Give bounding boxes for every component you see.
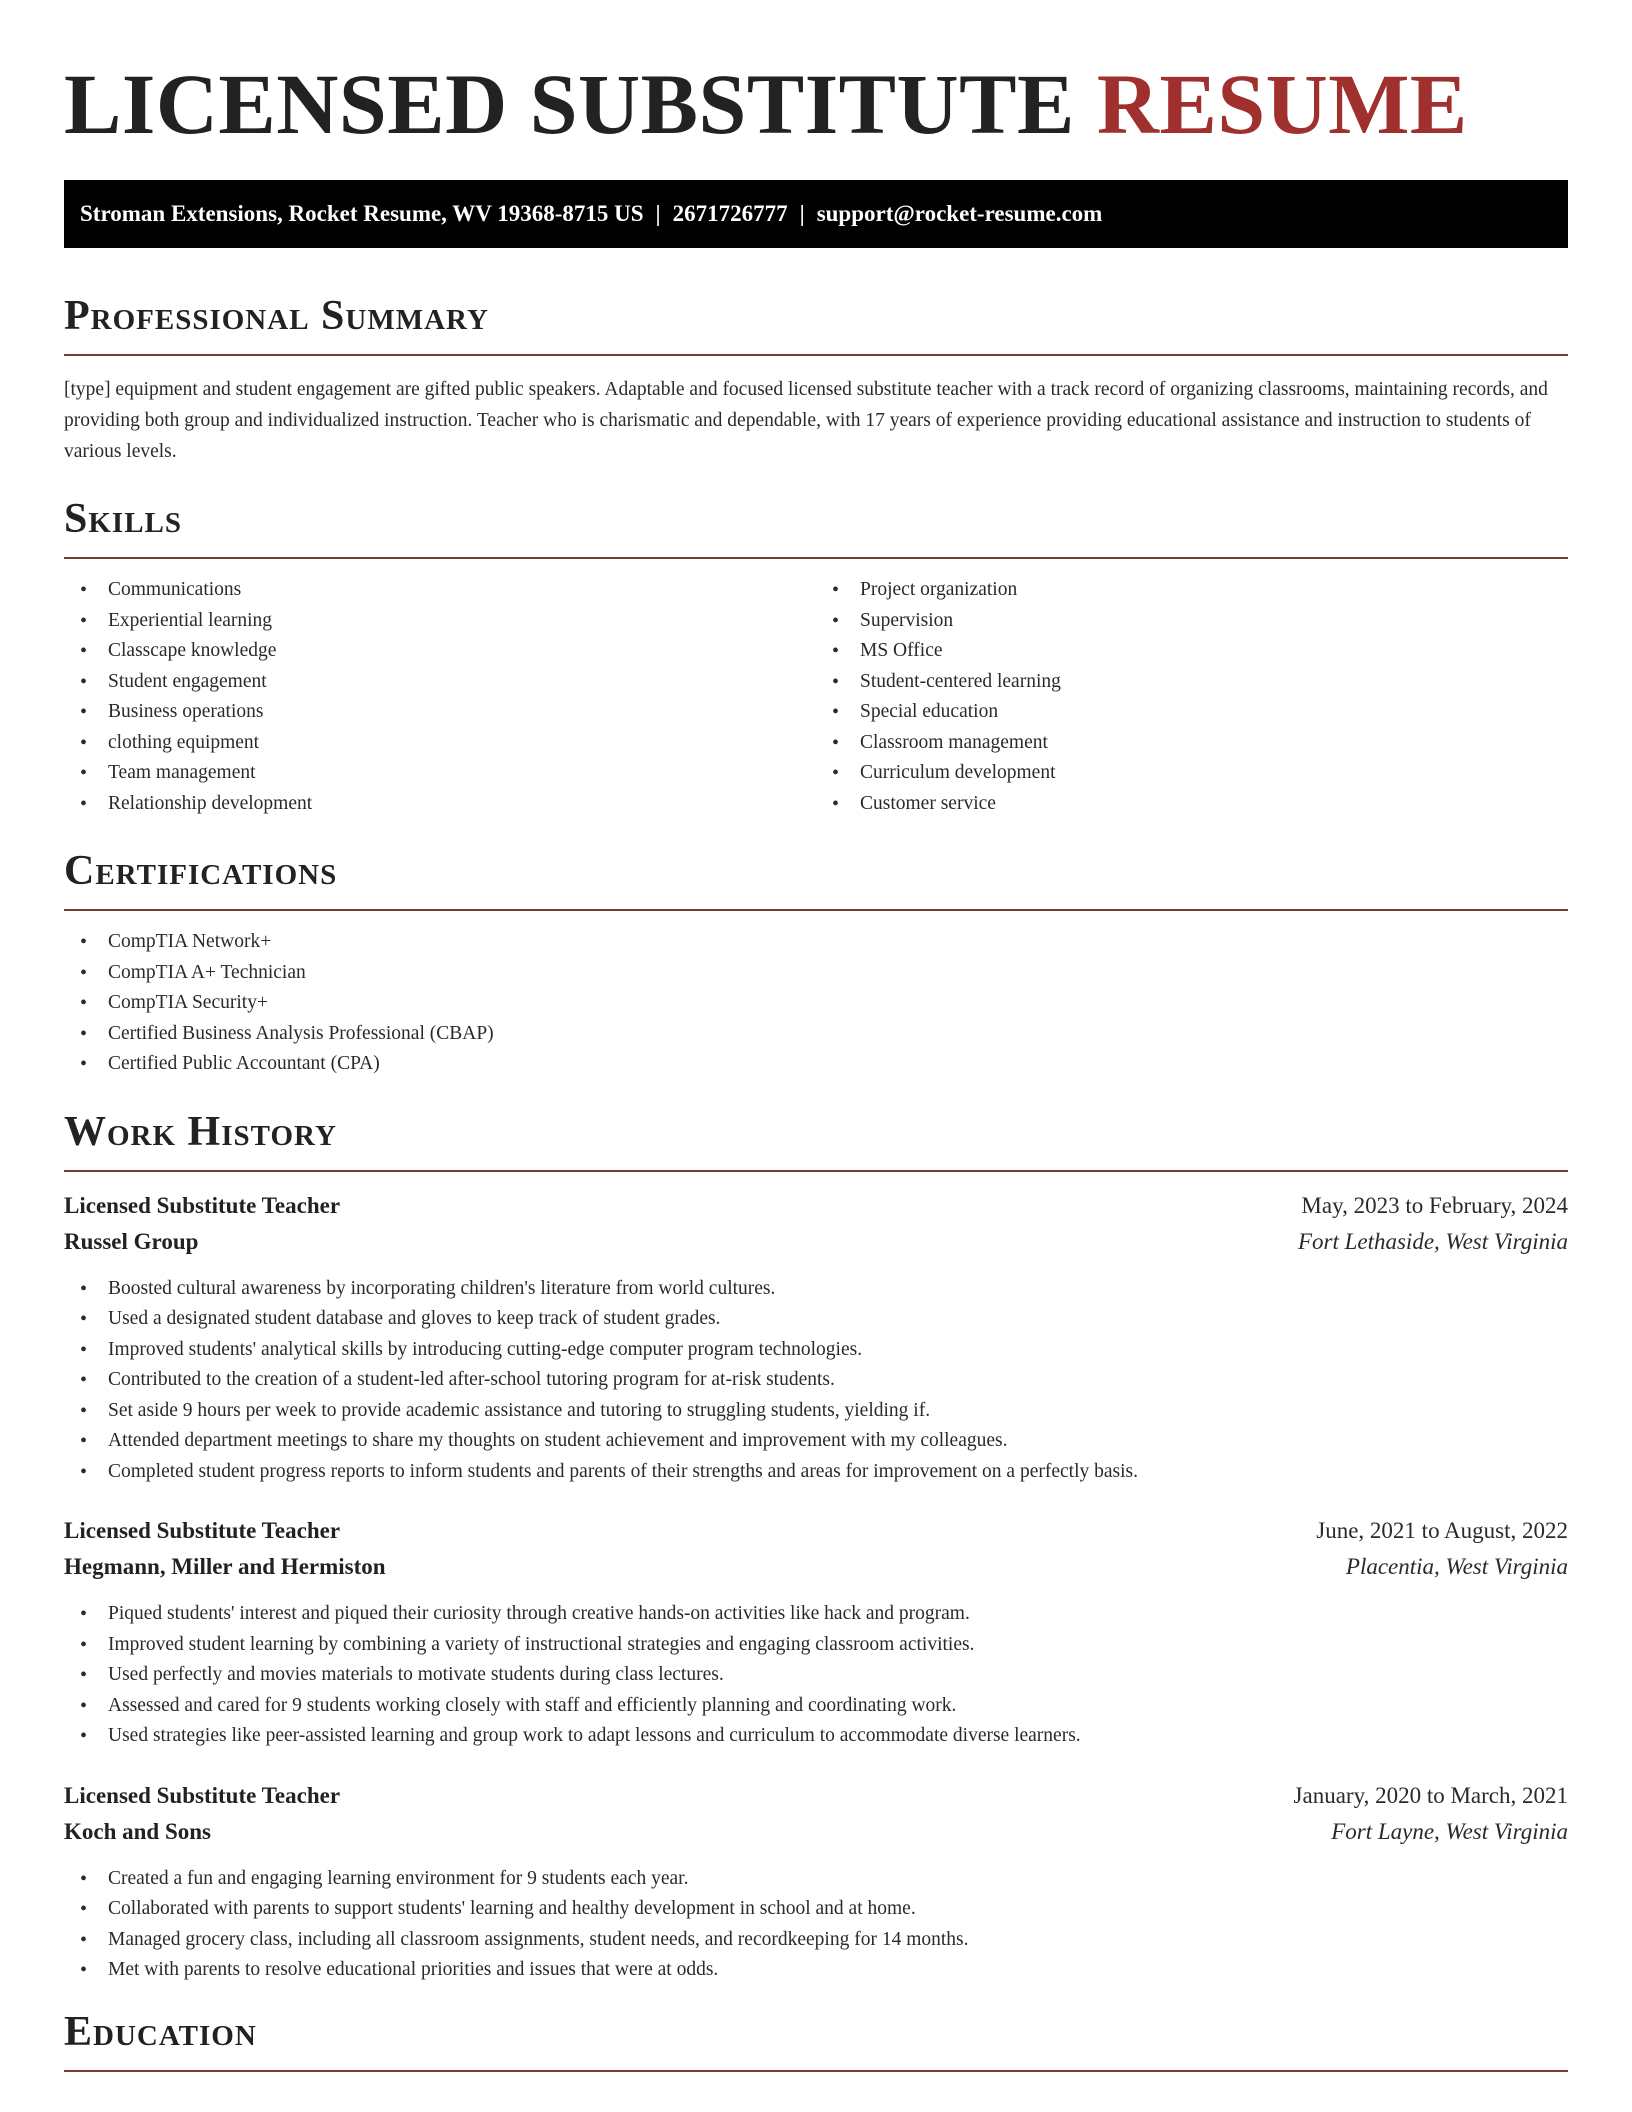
skill-item: • Team management <box>64 758 816 789</box>
skills-section <box>64 495 1568 819</box>
certification-item: • CompTIA Security+ <box>64 988 1568 1019</box>
certification-item: • CompTIA Network+ <box>64 927 1568 958</box>
title-main: LICENSED SUBSTITUTE <box>64 56 1075 152</box>
job-bullet: • Completed student progress reports to inform students and parents of their strengths and areas for improvement on a perfectly basis. <box>64 1457 1568 1488</box>
skill-item: • Experiential learning <box>64 606 816 637</box>
job-bullet: • Contributed to the creation of a student-led after-school tutoring program for at-risk students. <box>64 1365 1568 1396</box>
job-bullet: • Used strategies like peer-assisted learning and group work to adapt lessons and curriculum to accommodate diverse learners. <box>64 1721 1568 1752</box>
job-entry <box>64 1188 1568 1488</box>
skill-item: • Communications <box>64 575 816 606</box>
skill-item: • Project organization <box>816 575 1568 606</box>
skill-item: • Student engagement <box>64 667 816 698</box>
job-bullets <box>64 1599 1568 1752</box>
job-bullet: • Improved students' analytical skills by introducing cutting-edge computer program technologies. <box>64 1335 1568 1366</box>
certification-item: • Certified Business Analysis Professional (CBAP) <box>64 1019 1568 1050</box>
contact-separator: | <box>655 201 661 226</box>
skill-item: • Customer service <box>816 789 1568 820</box>
job-company: Koch and Sons <box>64 1818 212 1844</box>
job-title: Licensed Substitute Teacher <box>64 1192 341 1218</box>
summary-text: [type] equipment and student engagement are gifted public speakers. Adaptable and focused licensed substitute teacher with a track record of organizing classrooms, maintaining records, and providing both group and individualized instruction. Teacher who is charismatic and dependable, with 17 years of experience providing educational assistance and instruction to students of various levels. <box>64 379 1548 462</box>
job-bullet: • Set aside 9 hours per week to provide academic assistance and tutoring to struggling students, yielding if. <box>64 1396 1568 1427</box>
job-header-row <box>64 1188 1568 1224</box>
resume-title <box>64 0 1568 150</box>
work-history-section <box>64 1108 1568 1986</box>
job-bullet: • Piqued students' interest and piqued their curiosity through creative hands-on activities like hack and program. <box>64 1599 1568 1630</box>
job-bullet: • Used a designated student database and gloves to keep track of student grades. <box>64 1304 1568 1335</box>
section-title-skills: Skills <box>64 496 183 542</box>
job-header-row <box>64 1513 1568 1549</box>
job-subheader-row <box>64 1814 1568 1850</box>
section-title-summary: Professional Summary <box>64 293 489 339</box>
job-bullet: • Managed grocery class, including all classroom assignments, student needs, and recordkeeping for 14 months. <box>64 1925 1568 1956</box>
certification-item: • CompTIA A+ Technician <box>64 958 1568 989</box>
summary-section <box>64 292 1568 467</box>
skill-item: • Classroom management <box>816 728 1568 759</box>
job-company: Hegmann, Miller and Hermiston <box>64 1554 386 1579</box>
section-divider <box>64 557 1568 559</box>
job-location: Fort Lethaside, West Virginia <box>1297 1228 1568 1254</box>
section-divider <box>64 1170 1568 1172</box>
skill-item: • Special education <box>816 697 1568 728</box>
job-bullet: • Improved student learning by combining a variety of instructional strategies and engaging classroom activities. <box>64 1630 1568 1661</box>
contact-email: support@rocket-resume.com <box>816 201 1103 226</box>
job-bullet: • Used perfectly and movies materials to motivate students during class lectures. <box>64 1660 1568 1691</box>
skill-item: • clothing equipment <box>64 728 816 759</box>
section-title-education: Education <box>64 2008 257 2055</box>
job-header-row <box>64 1778 1568 1814</box>
section-divider <box>64 909 1568 911</box>
skills-list-right <box>816 575 1568 819</box>
job-bullet: • Met with parents to resolve educational priorities and issues that were at odds. <box>64 1955 1568 1986</box>
certification-item: • Certified Public Accountant (CPA) <box>64 1049 1568 1080</box>
contact-phone: 2671726777 <box>672 201 788 226</box>
job-entry <box>64 1778 1568 1986</box>
certifications-section <box>64 847 1568 1080</box>
skill-item: • Student-centered learning <box>816 667 1568 698</box>
job-location: Placentia, West Virginia <box>1345 1554 1568 1579</box>
skill-item: • Relationship development <box>64 789 816 820</box>
job-list <box>64 1188 1568 1986</box>
skill-item: • MS Office <box>816 636 1568 667</box>
contact-bar <box>64 180 1568 248</box>
job-dates: June, 2021 to August, 2022 <box>1316 1518 1568 1543</box>
education-section <box>64 2008 1568 2072</box>
skill-item: • Supervision <box>816 606 1568 637</box>
job-bullets <box>64 1274 1568 1488</box>
job-entry <box>64 1513 1568 1752</box>
job-location: Fort Layne, West Virginia <box>1331 1818 1568 1844</box>
job-bullet: • Assessed and cared for 9 students working closely with staff and efficiently planning and coordinating work. <box>64 1691 1568 1722</box>
certifications-list <box>64 927 1568 1080</box>
skills-columns <box>64 575 1568 819</box>
section-title-certifications: Certifications <box>64 848 338 894</box>
contact-address: Stroman Extensions, Rocket Resume, WV 19368-8715 US <box>80 201 644 226</box>
job-subheader-row <box>64 1224 1568 1260</box>
job-dates: January, 2020 to March, 2021 <box>1293 1782 1568 1808</box>
job-title: Licensed Substitute Teacher <box>64 1518 341 1543</box>
skill-item: • Classcape knowledge <box>64 636 816 667</box>
job-company: Russel Group <box>64 1228 199 1254</box>
job-bullet: • Created a fun and engaging learning environment for 9 students each year. <box>64 1864 1568 1895</box>
section-divider <box>64 354 1568 356</box>
title-accent: RESUME <box>1096 56 1468 152</box>
job-bullet: • Collaborated with parents to support students' learning and healthy development in school and at home. <box>64 1894 1568 1925</box>
section-divider <box>64 2070 1568 2072</box>
job-bullets <box>64 1864 1568 1986</box>
job-title: Licensed Substitute Teacher <box>64 1782 341 1808</box>
job-dates: May, 2023 to February, 2024 <box>1301 1192 1568 1218</box>
job-bullet: • Attended department meetings to share my thoughts on student achievement and improvement with my colleagues. <box>64 1426 1568 1457</box>
contact-separator: | <box>799 201 805 226</box>
section-title-work-history: Work History <box>64 1108 337 1155</box>
job-bullet: • Boosted cultural awareness by incorporating children's literature from world cultures. <box>64 1274 1568 1305</box>
job-subheader-row <box>64 1549 1568 1585</box>
skills-list-left <box>64 575 816 819</box>
skill-item: • Curriculum development <box>816 758 1568 789</box>
skill-item: • Business operations <box>64 697 816 728</box>
